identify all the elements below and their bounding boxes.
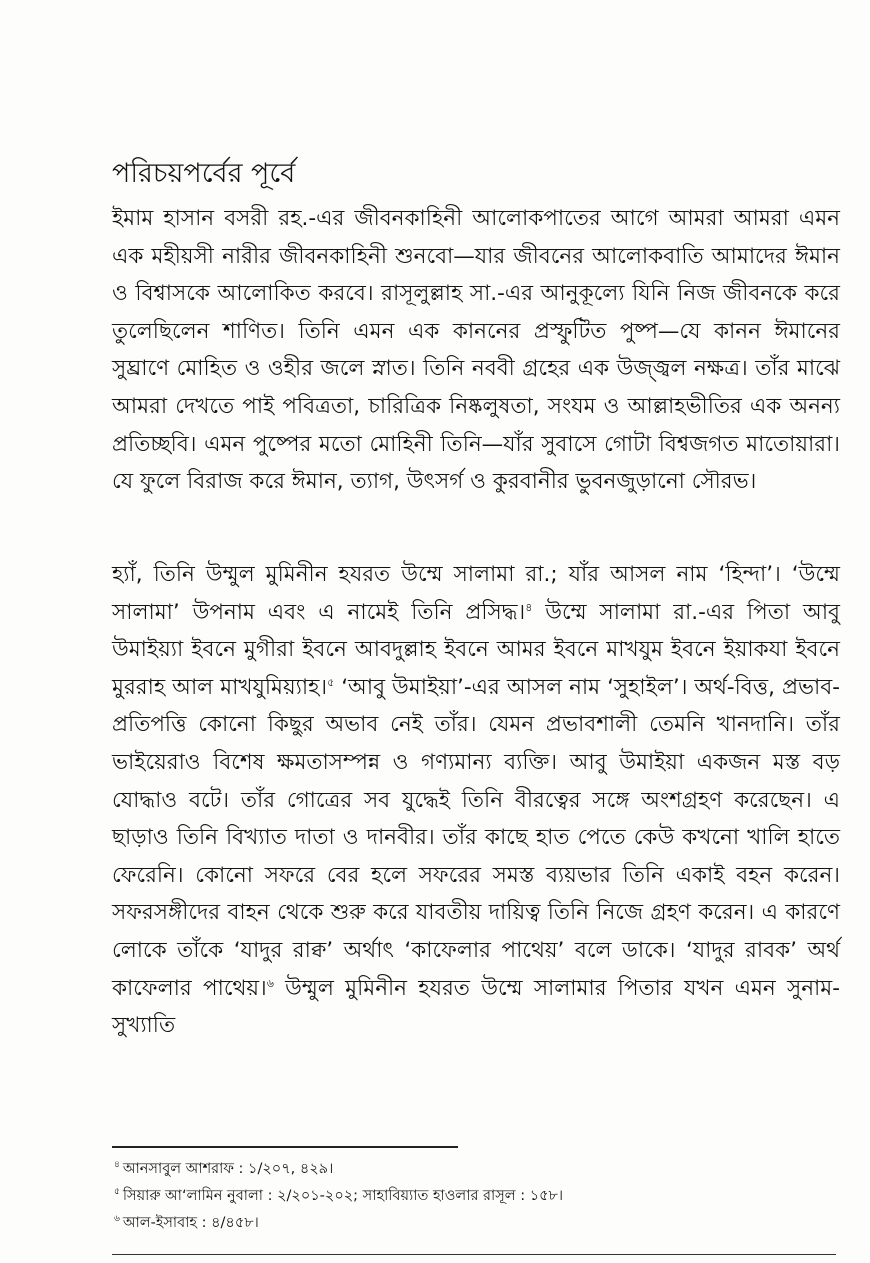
footnote-text: আনসাবুল আশরাফ : ১/২০৭, ৪২৯। [122, 1161, 334, 1177]
footnote-marker: ৬ [114, 1214, 120, 1225]
footnote-item [114, 1210, 834, 1237]
paragraph-introduction: ইমাম হাসান বসরী রহ.-এর জীবনকাহিনী আলোকপাতের আগে আমরা আমরা এমন এক মহীয়সী নারীর জীবনকাহিনী শুনবো—যার জীবনের আলোকবাতি আমাদের ঈমান ও বিশ্বাসকে আলোকিত করবে। রাসূলুল্লাহ সা.-এর আনুকূল্যে যিনি নিজ জীবনকে করে তুলেছিলেন শাণিত। তিনি এমন এক কাননের প্রস্ফুটিত পুষ্প—যে কানন ঈমানের সুঘ্রাণে মোহিত ও ওহীর জলে স্নাত। তিনি নববী গ্রহের এক উজ্জ্বল নক্ষত্র। তাঁর মাঝে আমরা দেখতে পাই পবিত্রতা, চারিত্রিক নিষ্কলুষতা, সংযম ও আল্লাহভীতির এক অনন্য প্রতিচ্ছবি। এমন পুষ্পের মতো মোহিনী তিনি—যাঁর সুবাসে গোটা বিশ্বজগত মাতোয়ারা। যে ফুলে বিরাজ করে ঈমান, ত্যাগ, উৎসর্গ ও কুরবানীর ভুবনজুড়ানো সৌরভ। [112, 206, 840, 495]
section-heading: পরিচয়পর্বের পূর্বে [112, 158, 296, 189]
footnote-separator [112, 1146, 458, 1148]
paragraph-umm-salama [112, 556, 840, 1045]
footnote-text: আল-ইসাবাহ : ৪/৪৫৮। [122, 1215, 259, 1231]
paragraph-text-segment: উম্মে সালামা রা.-এর পিতা আবু উমাইয়্যা ইবনে মুগীরা ইবনে আবদুল্লাহ ইবনে আমর ইবনে মাখযুম ইবনে ইয়াকযা ইবনে মুররাহ আল মাখযুমিয়্যাহ। [112, 599, 840, 700]
footnote-reference: ৪ [525, 600, 533, 614]
footnote-text: সিয়ারু আ‘লামিন নুবালা : ২/২০১-২০২; সাহাবিয়্যাত হাওলার রাসূল : ১৫৮। [122, 1188, 564, 1204]
paragraph-text-segment: উম্মুল মুমিনীন হযরত উম্মে সালামার পিতার যখন এমন সুনাম-সুখ্যাতি [112, 975, 840, 1039]
footnote-reference: ৬ [266, 976, 274, 990]
footnote-item [114, 1156, 834, 1183]
footnote-item [114, 1183, 834, 1210]
paragraph-text-segment: ‘আবু উমাইয়া’-এর আসল নাম ‘সুহাইল’। অর্থ-বিত্ত, প্রভাব-প্রতিপত্তি কোনো কিছুর অভাব নেই তাঁর। যেমন প্রভাবশালী তেমনি খানদানি। তাঁর ভাইয়েরাও বিশেষ ক্ষমতাসম্পন্ন ও গণ্যমান্য ব্যক্তি। আবু উমাইয়া একজন মস্ত বড় যোদ্ধাও বটে। তাঁর গোত্রের সব যুদ্ধেই তিনি বীরত্বের সঙ্গে অংশগ্রহণ করেছেন। এ ছাড়াও তিনি বিখ্যাত দাতা ও দানবীর। তাঁর কাছে হাত পেতে কেউ কখনো খালি হাতে ফেরেনি। কোনো সফরে বের হলে সফরের সমস্ত ব্যয়ভার তিনি একাই বহন করেন। সফরসঙ্গীদের বাহন থেকে শুরু করে যাবতীয় দায়িত্ব তিনি নিজে গ্রহণ করেন। এ কারণে লোকে তাঁকে ‘যাদুর রাক্ব’ অর্থাৎ ‘কাফেলার পাথেয়’ বলে ডাকে। ‘যাদুর রাবক’ অর্থ কাফেলার পাথেয়। [112, 674, 840, 1001]
footnote-marker: ৪ [114, 1160, 120, 1171]
footnote-marker: ৫ [114, 1187, 120, 1198]
footnote-reference: ৫ [327, 675, 335, 689]
paragraph-text-segment: হ্যাঁ, তিনি উম্মুল মুমিনীন হযরত উম্মে সালামা রা.; যাঁর আসল নাম ‘হিন্দা’। ‘উম্মে সালামা’ উপনাম এবং এ নামেই তিনি প্রসিদ্ধ। [112, 562, 840, 625]
footnotes-list [114, 1156, 834, 1237]
page-bottom-rule [112, 1254, 836, 1255]
